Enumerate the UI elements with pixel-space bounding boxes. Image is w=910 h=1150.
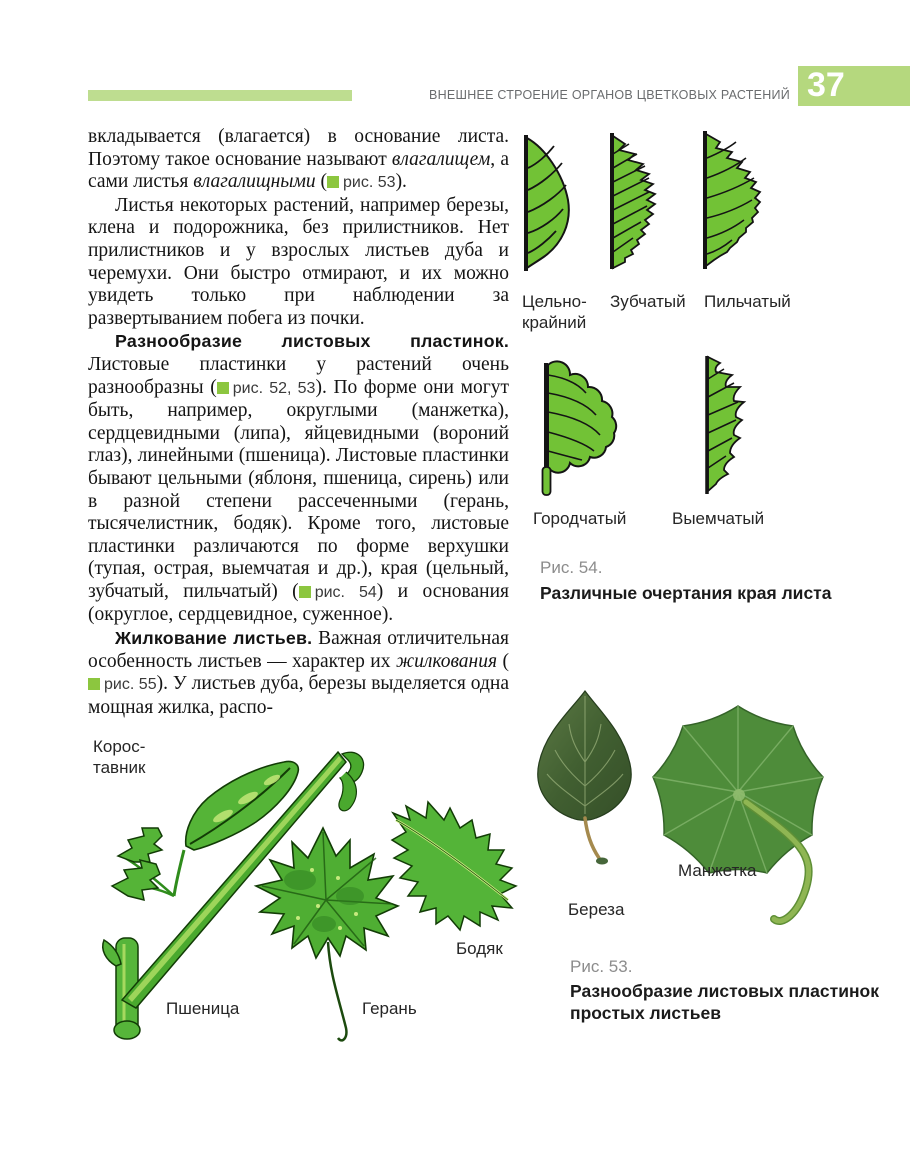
ladys-mantle-leaf-photo [648,692,836,932]
figure-reference [88,676,157,693]
figure-54-number: Рис. 54. [540,558,603,577]
run-text: ). У листьев дуба, березы выделяется одна мощная жилка, распо- [88,673,509,718]
paragraph [88,126,509,195]
run-text: вкладывается (влагается) в основание листа. Поэтому такое основание называют [88,126,509,170]
label-ladys-mantle: Манжетка [678,861,757,880]
figure-ref-square-icon [299,586,311,598]
page-number: 37 [807,66,845,104]
paragraph [88,627,509,719]
figure-ref-label: рис. 54 [314,583,377,601]
label-scabious: Корос-тавник [93,737,146,777]
run-text: ). [395,171,407,193]
figure-54-caption: Различные очертания края листа [540,583,832,603]
figure-reference [299,584,377,601]
serrate-edge-leaf-drawing [696,128,774,274]
run-bold: Жилкование листьев. [115,628,313,649]
figure-ref-label: рис. 52, 53 [232,379,316,397]
figure-ref-square-icon [217,382,229,394]
run-text: ) и основания (округлое, сердцевидное, суженное). [88,580,510,626]
figure-53-caption: Разнообразие листовых пластинок простых листьев [570,981,879,1023]
label-thistle: Бодяк [456,939,503,958]
paragraph [88,195,509,331]
page-number-badge [798,66,910,106]
sinuate-edge-leaf-drawing [699,353,757,499]
run-italic: влагалищем [391,148,491,170]
figure-reference [327,174,396,191]
run-bold: Разнообразие листовых пластинок. [115,331,509,352]
run-text: ( [315,171,328,193]
figure-reference [217,380,316,397]
running-head: ВНЕШНЕЕ СТРОЕНИЕ ОРГАНОВ ЦВЕТКОВЫХ РАСТЕНИЙ [429,88,790,102]
run-text: , а сами листья [88,148,509,193]
figure-ref-square-icon [327,176,339,188]
run-text: Важная отличительная особенность листьев — характер их [88,628,509,672]
entire-edge-leaf-drawing [517,132,583,273]
label-edge-serrate: Пильчатый [704,292,791,311]
run-italic: жилкования [395,650,498,672]
header-green-bar [88,90,352,101]
thistle-leaf-drawing [392,802,516,930]
run-text: Листья некоторых растений, например березы, клена и подорожника, без прилистников. Нет прилистников и у взрослых листьев дуба и черемухи. Они быстро отмирают, и их можно увидеть только при наблюдении за развертыванием побега из почки. [88,194,509,329]
run-text: ). По форме они могут быть, например, округлыми (манжетка), сердцевидными (липа), яйцевидными (вороний глаз), линейными (пшеница). Листовые пластинки бывают цельными (яблоня, пшеница, сирень) или в разной степени рассеченными (герань, тысячелистник, бодяк). Кроме того, листовые пластинки различаются по форме верхушки (тупая, острая, выемчатая и др.), края (цельный, зубчатый, пильчатый) ( [88,376,509,602]
label-geranium: Герань [362,999,417,1018]
figure-53-number: Рис. 53. [570,957,633,976]
figure-ref-label: рис. 53 [343,174,396,192]
label-edge-crenate: Городчатый [533,509,627,528]
label-wheat: Пшеница [166,999,240,1018]
label-edge-sinuate: Выемчатый [672,509,765,528]
birch-leaf-photo [525,686,647,901]
figure-ref-label: рис. 55 [104,676,157,694]
body-text [88,126,509,719]
run-italic: влагалищными [193,171,316,193]
paragraph [88,330,509,627]
figure-ref-square-icon [88,678,100,690]
label-edge-entire: Цельно-крайний [522,292,587,332]
run-text: Листовые пластинки у растений очень разнообразны ( [88,353,509,398]
label-birch: Береза [568,900,625,919]
run-text: ( [497,650,509,672]
dentate-edge-leaf-drawing [603,128,669,274]
crenate-edge-leaf-drawing [536,357,624,498]
label-edge-dentate: Зубчатый [610,292,686,311]
